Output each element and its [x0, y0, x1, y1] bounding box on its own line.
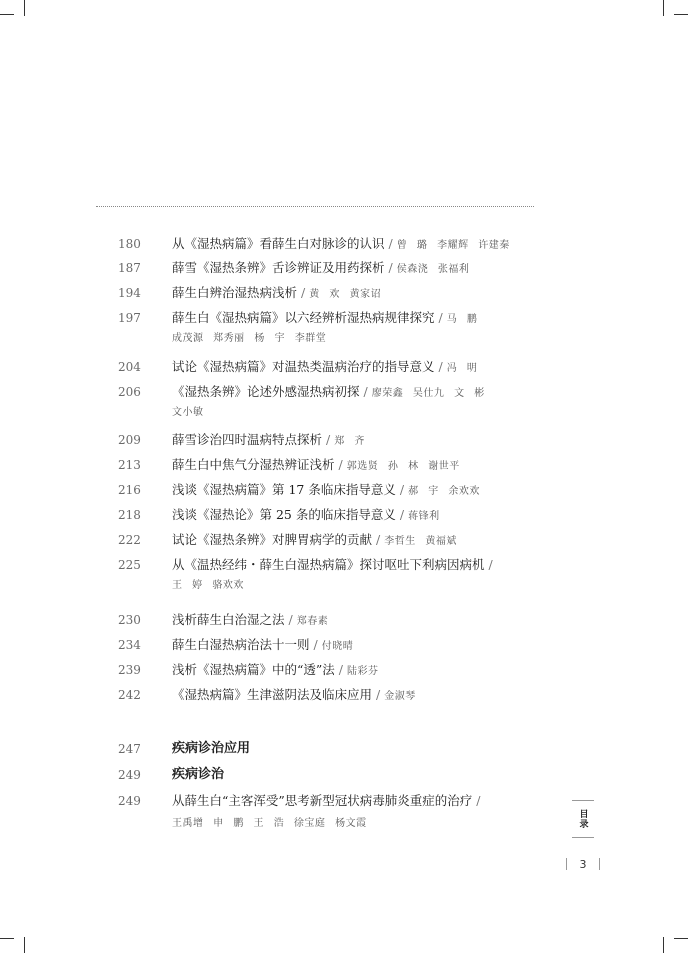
- toc-page-number: 249: [118, 768, 141, 782]
- toc-page-number: 206: [118, 385, 141, 399]
- author-separator: /: [399, 507, 405, 522]
- toc-page-number: 194: [118, 286, 141, 300]
- toc-entry-line: [172, 793, 532, 809]
- toc-entry-line: [172, 557, 532, 573]
- author-separator: /: [338, 457, 343, 472]
- author-separator: /: [313, 637, 318, 652]
- toc-page-number: 239: [118, 663, 141, 677]
- toc-page-number: 249: [118, 794, 141, 808]
- crop-mark-tl-v: [24, 0, 25, 16]
- toc-page-number: 209: [118, 433, 141, 447]
- toc-page-number: 213: [118, 458, 141, 472]
- toc-entry-title: 浅析《湿热病篇》中的“透”法: [172, 662, 335, 677]
- toc-entry-line: [172, 507, 532, 525]
- toc-page-number: 180: [118, 237, 141, 251]
- crop-mark-tl-h: [0, 14, 14, 15]
- toc-entry-title: 从《温热经纬・薛生白湿热病篇》探讨呕吐下利病因病机: [172, 557, 485, 572]
- toc-page-number: 216: [118, 483, 141, 497]
- toc-page-number: 187: [118, 261, 141, 275]
- toc-entry-authors: 侯森浇 张福利: [396, 264, 470, 275]
- toc-entry-authors-continued: 王禹增 申 鹏 王 浩 徐宝庭 杨文霞: [172, 818, 367, 829]
- toc-page-number: 242: [118, 688, 141, 702]
- toc-entry-authors: 付晓晴: [321, 641, 354, 652]
- crop-mark-br-h: [674, 938, 688, 939]
- author-separator: /: [438, 310, 443, 325]
- toc-entry-authors: 廖荣鑫 吴仕九 文 彬: [371, 388, 485, 399]
- author-separator: /: [388, 236, 393, 251]
- toc-entry-authors: 蒋锋利: [408, 511, 440, 522]
- toc-entry-title: 《湿热条辨》论述外感湿热病初探: [172, 384, 360, 399]
- toc-entry-authors: 郝 宇 余欢欢: [408, 486, 480, 497]
- author-separator: /: [288, 612, 293, 627]
- toc-entry-line: [172, 236, 532, 254]
- toc-entry-line: [172, 359, 532, 377]
- author-separator: /: [488, 557, 493, 572]
- toc-entry-line: [172, 457, 532, 475]
- toc-entry-title: 从《湿热病篇》看薛生白对脉诊的认识: [172, 236, 385, 251]
- toc-page-number: 225: [118, 558, 141, 572]
- toc-entry-line: [172, 432, 532, 450]
- toc-entry-line: [172, 260, 532, 278]
- author-separator: /: [338, 662, 344, 677]
- toc-entry-authors: 马 鹏: [446, 314, 478, 325]
- page-number-value: 3: [579, 857, 587, 871]
- author-separator: /: [376, 687, 381, 702]
- toc-entry-authors: 郑春素: [296, 616, 329, 627]
- toc-entry-authors: 曾 璐 李耀辉 许建秦: [396, 240, 510, 251]
- toc-entry-title: 浅谈《湿热病篇》第 17 条临床指导意义: [172, 482, 396, 497]
- crop-mark-bl-h: [0, 938, 14, 939]
- author-separator: /: [476, 793, 481, 808]
- dotted-divider: [96, 206, 534, 207]
- toc-entry-authors: 李哲生 黄福斌: [384, 536, 457, 547]
- toc-entry-line: [172, 612, 532, 630]
- toc-page-number: 197: [118, 311, 141, 325]
- toc-entry-title: 薛雪诊治四时温病特点探析: [172, 432, 323, 447]
- crop-mark-tr-v: [663, 0, 664, 16]
- toc-entry-title: 薛雪《湿热条辨》舌诊辨证及用药探析: [172, 260, 385, 275]
- folio-bar-right: [599, 858, 600, 870]
- toc-page-number: 222: [118, 533, 141, 547]
- toc-entry-title: 试论《湿热条辨》对脾胃病学的贡献: [172, 532, 373, 547]
- toc-entry-title: 薛生白《湿热病篇》以六经辨析湿热病规律探究: [172, 310, 435, 325]
- toc-section-heading-title: 疾病诊治应用: [172, 741, 251, 756]
- toc-page-number: 218: [118, 508, 141, 522]
- toc-entry-title: 浅谈《湿热论》第 25 条的临床指导意义: [172, 507, 396, 522]
- author-separator: /: [326, 432, 331, 447]
- side-tab-contents: [572, 800, 594, 838]
- toc-page-number: 247: [118, 742, 141, 756]
- toc-entry-title: 《湿热病篇》生津滋阴法及临床应用: [172, 687, 373, 702]
- toc-page-number: 230: [118, 613, 141, 627]
- toc-entry-line: [172, 285, 532, 303]
- toc-entry-line: [172, 310, 532, 328]
- toc-entry-title: 浅析薛生白治湿之法: [172, 612, 285, 627]
- toc-entry-authors-continued: 文小敏: [172, 407, 204, 418]
- toc-page-number: 204: [118, 360, 141, 374]
- toc-entry-title: 薛生白中焦气分湿热辨证浅析: [172, 457, 335, 472]
- toc-entry-title: 薛生白辨治湿热病浅析: [172, 285, 298, 300]
- toc-entry-authors: 陆彩芬: [347, 666, 379, 677]
- toc-entry-authors: 冯 明: [446, 363, 478, 374]
- toc-entry-authors-continued: 成茂源 郑秀丽 杨 宇 李群堂: [172, 333, 327, 344]
- page-number: [566, 857, 600, 871]
- crop-mark-br-v: [663, 937, 664, 953]
- toc-entry-line: [172, 384, 532, 402]
- toc-entry-authors: 金淑琴: [384, 691, 416, 702]
- toc-entry-authors: 黄 欢 黄家诏: [309, 289, 382, 300]
- toc-entry-authors-continued: 王 婷 骆欢欢: [172, 580, 244, 591]
- toc-entry-line: [172, 687, 532, 705]
- toc-entry-line: [172, 637, 532, 655]
- toc-entry-title: 试论《湿热病篇》对温热类温病治疗的指导意义: [172, 359, 435, 374]
- crop-mark-bl-v: [24, 937, 25, 953]
- folio-bar-left: [566, 858, 567, 870]
- toc-entry-authors: 郭选贤 孙 林 谢世平: [346, 461, 460, 472]
- toc-subsection-heading-title: 疾病诊治: [172, 767, 225, 782]
- author-separator: /: [399, 482, 405, 497]
- author-separator: /: [438, 359, 443, 374]
- toc-entry-line: [172, 662, 532, 680]
- toc-entry-line: [172, 482, 532, 500]
- author-separator: /: [363, 384, 368, 399]
- side-tab-label: 目录: [577, 809, 588, 829]
- author-separator: /: [376, 532, 381, 547]
- toc-entry-title: 薛生白湿热病治法十一则: [172, 637, 310, 652]
- author-separator: /: [301, 285, 306, 300]
- toc-entry-authors: 郑 齐: [334, 436, 365, 447]
- toc-page-number: 234: [118, 638, 141, 652]
- crop-mark-tr-h: [674, 14, 688, 15]
- author-separator: /: [388, 260, 393, 275]
- toc-entry-line: [172, 532, 532, 550]
- toc-entry-title: 从薛生白“主客浑受”思考新型冠状病毒肺炎重症的治疗: [172, 793, 473, 808]
